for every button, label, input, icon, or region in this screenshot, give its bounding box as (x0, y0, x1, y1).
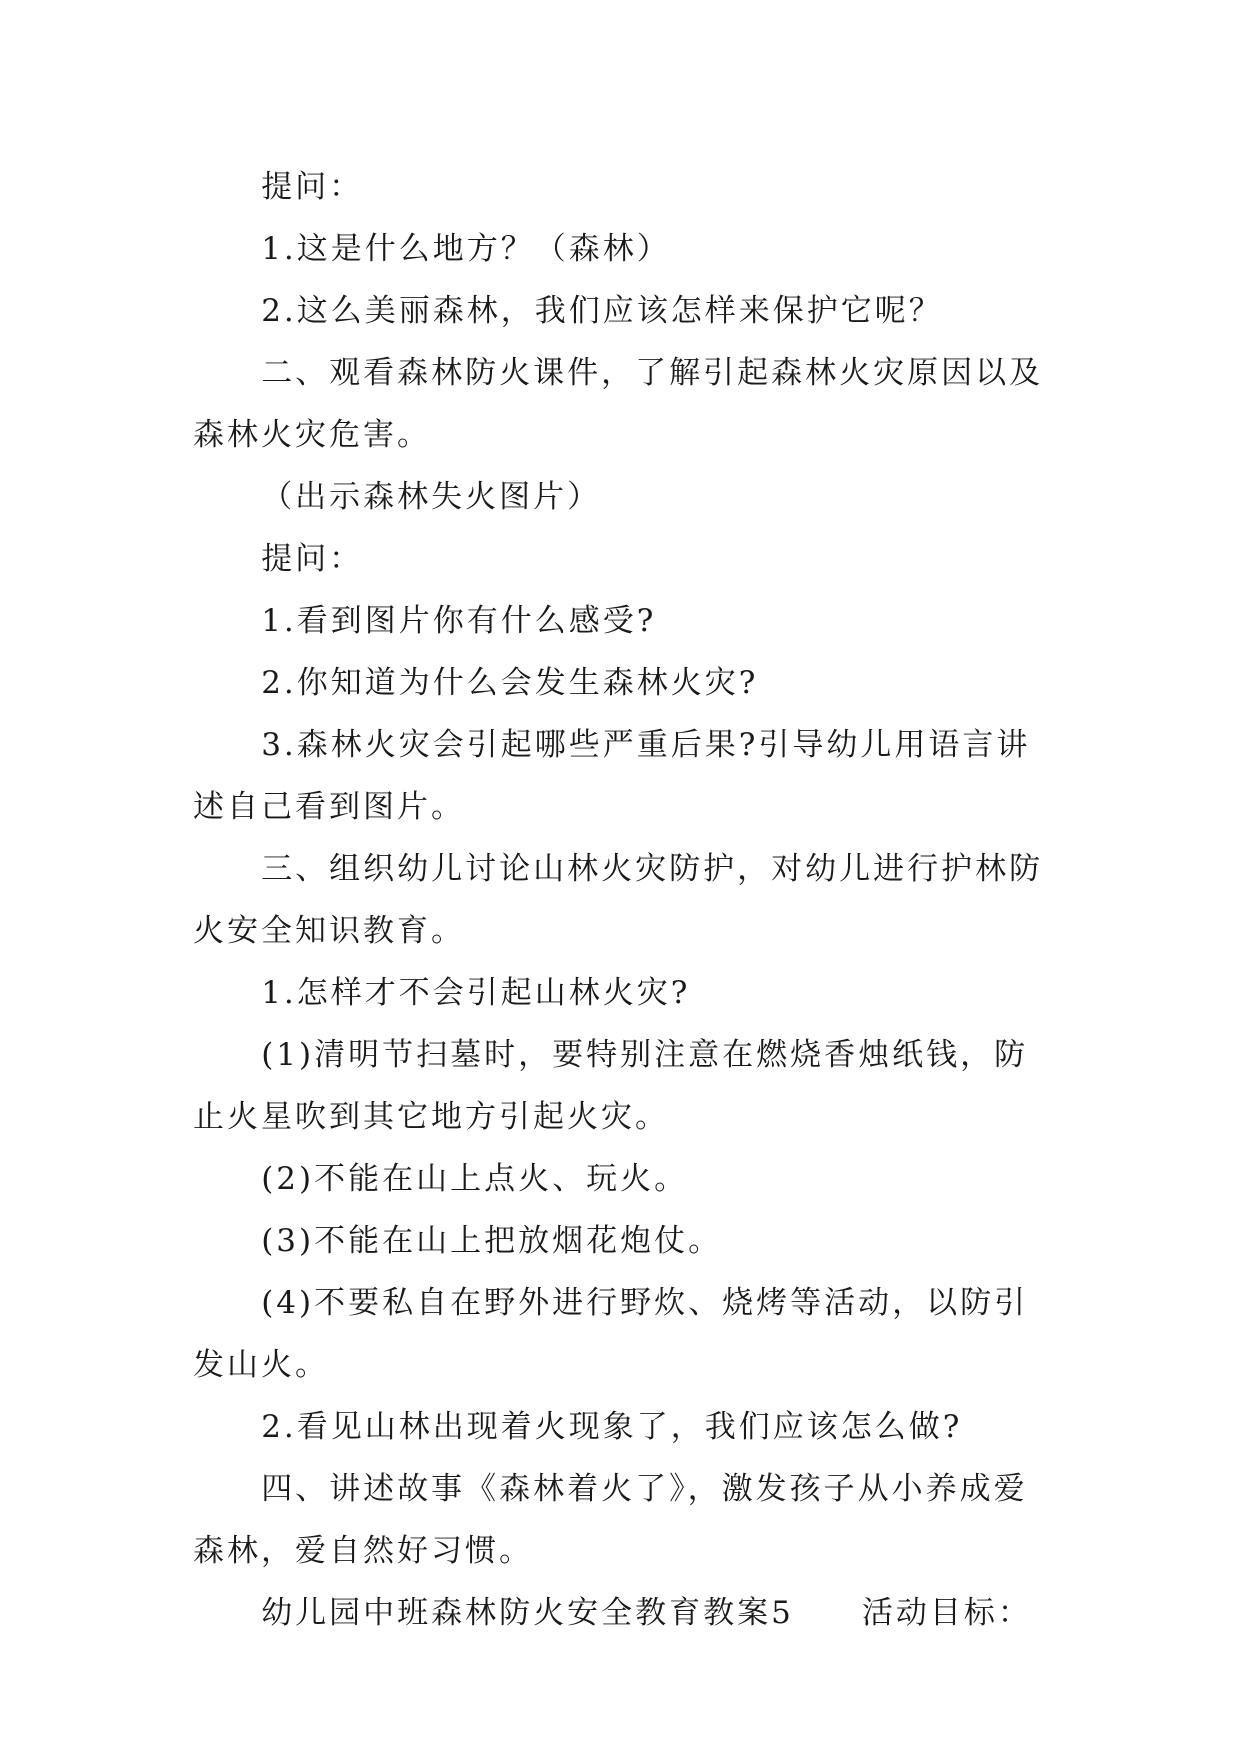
paragraph-item: 1.这是什么地方？（森林） (261, 231, 671, 267)
paragraph-item: 1.看到图片你有什么感受? (261, 603, 657, 639)
paragraph-item: 2.这么美丽森林，我们应该怎样来保护它呢？ (261, 293, 943, 329)
paragraph-section-3: 三、组织幼儿讨论山林火灾防护，对幼儿进行护林防火安全知识教育。 (193, 851, 1044, 949)
paragraph-subitem: (3)不能在山上把放烟花炮仗。 (261, 1223, 723, 1259)
paragraph-question-1: 提问： (261, 169, 364, 205)
paragraph-item: 2.看见山林出现着火现象了，我们应该怎么做? (261, 1409, 963, 1445)
paragraph-item: 2.你知道为什么会发生森林火灾? (261, 665, 759, 701)
paragraph-next-title: 幼儿园中班森林防火安全教育教案5 活动目标： (261, 1595, 1032, 1631)
paragraph-section-4: 四、讲述故事《森林着火了》，激发孩子从小养成爱森林，爱自然好习惯。 (193, 1471, 1028, 1569)
paragraph-subitem: (1)清明节扫墓时，要特别注意在燃烧香烛纸钱，防止火星吹到其它地方引起火灾。 (193, 1037, 1029, 1135)
document-body (193, 156, 1053, 1644)
paragraph-section-2: 二、观看森林防火课件，了解引起森林火灾原因以及森林火灾危害。 (193, 355, 1044, 453)
paragraph-item: 3.森林火灾会引起哪些严重后果?引导幼儿用语言讲述自己看到图片。 (193, 727, 1031, 825)
paragraph-subitem: (2)不能在山上点火、玩火。 (261, 1161, 689, 1197)
paragraph-item: 1.怎样才不会引起山林火灾? (261, 975, 691, 1011)
paragraph-subitem: (4)不要私自在野外进行野炊、烧烤等活动，以防引发山火。 (193, 1285, 1029, 1383)
paragraph-question-2: 提问： (261, 541, 364, 577)
paragraph-note: （出示森林失火图片） (261, 479, 602, 515)
